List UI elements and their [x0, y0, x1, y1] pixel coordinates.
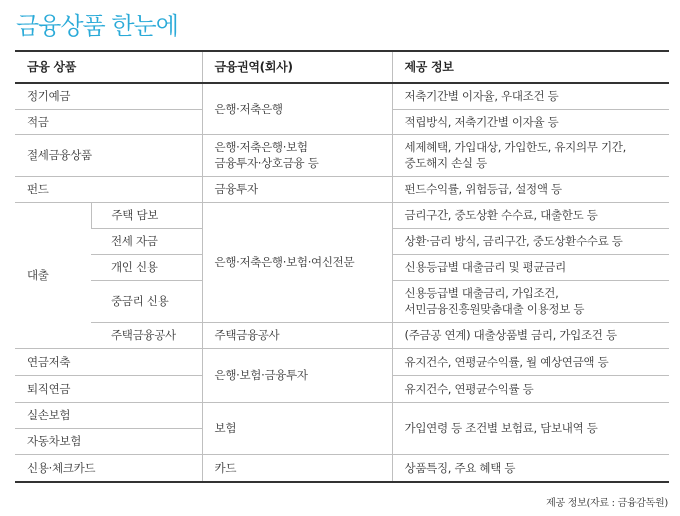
loan-sub-cell: 전세 자금 [91, 228, 202, 254]
info-cell [392, 134, 669, 176]
table-header-row [15, 51, 669, 83]
loan-sub-cell: 중금리 신용 [91, 280, 202, 322]
info-cell: 가입연령 등 조건별 보험료, 담보내역 등 [392, 402, 669, 454]
product-cell: 자동차보험 [15, 428, 202, 454]
info-cell [392, 280, 669, 322]
loan-sub-cell: 주택금융공사 [91, 322, 202, 348]
source-note: 제공 정보(자료 : 금융감독원) [546, 498, 668, 509]
loan-group-cell: 대출 [15, 202, 91, 348]
info-cell: 유지건수, 연평균수익률 등 [392, 375, 669, 402]
loan-sub-cell: 주택 담보 [91, 202, 202, 228]
table-row [15, 322, 669, 348]
info-cell: 신용등급별 대출금리 및 평균금리 [392, 254, 669, 280]
product-cell: 적금 [15, 109, 202, 134]
sector-cell: 보험 [202, 402, 392, 454]
sector-cell: 카드 [202, 454, 392, 482]
info-cell: 금리구간, 중도상환 수수료, 대출한도 등 [392, 202, 669, 228]
product-cell: 신용·체크카드 [15, 454, 202, 482]
sector-line: 금융투자·상호금융 등 [214, 156, 319, 170]
table-row [15, 402, 669, 428]
info-line: 세제혜택, 가입대상, 가입한도, 유지의무 기간, [404, 140, 626, 154]
product-cell: 절세금융상품 [15, 134, 202, 176]
header-sector: 금융권역(회사) [202, 51, 392, 83]
sector-line: 은행·저축은행·보험 [214, 140, 308, 154]
info-cell: 저축기간별 이자율, 우대조건 등 [392, 83, 669, 109]
info-cell: 유지건수, 연평균수익률, 월 예상연금액 등 [392, 348, 669, 375]
sector-cell: 은행·보험·금융투자 [202, 348, 392, 402]
info-line: 중도해지 손실 등 [404, 156, 487, 170]
info-line: 서민금융진흥원맞춤대출 이용정보 등 [404, 302, 585, 316]
info-cell: 적립방식, 저축기간별 이자율 등 [392, 109, 669, 134]
page-title: 금융상품 한눈에 [16, 12, 178, 40]
table-row [15, 348, 669, 375]
table-row [15, 134, 669, 176]
product-cell: 정기예금 [15, 83, 202, 109]
product-cell: 펀드 [15, 176, 202, 202]
loan-sub-cell: 개인 신용 [91, 254, 202, 280]
header-product: 금융 상품 [15, 51, 202, 83]
table-row [15, 176, 669, 202]
info-cell: 상환·금리 방식, 금리구간, 중도상환수수료 등 [392, 228, 669, 254]
sector-cell: 은행·저축은행 [202, 83, 392, 134]
header-info: 제공 정보 [392, 51, 669, 83]
table-row [15, 454, 669, 482]
sector-cell: 금융투자 [202, 176, 392, 202]
sector-cell: 은행·저축은행·보험·여신전문 [202, 202, 392, 322]
product-cell: 퇴직연금 [15, 375, 202, 402]
info-cell: 펀드수익률, 위험등급, 설정액 등 [392, 176, 669, 202]
table-row [15, 83, 669, 109]
sector-cell [202, 134, 392, 176]
product-cell: 연금저축 [15, 348, 202, 375]
financial-products-table [15, 50, 669, 483]
info-cell: (주금공 연계) 대출상품별 금리, 가입조건 등 [392, 322, 669, 348]
sector-cell: 주택금융공사 [202, 322, 392, 348]
product-cell: 실손보험 [15, 402, 202, 428]
info-line: 신용등급별 대출금리, 가입조건, [404, 286, 559, 300]
info-cell: 상품특징, 주요 혜택 등 [392, 454, 669, 482]
table-row [15, 202, 669, 228]
